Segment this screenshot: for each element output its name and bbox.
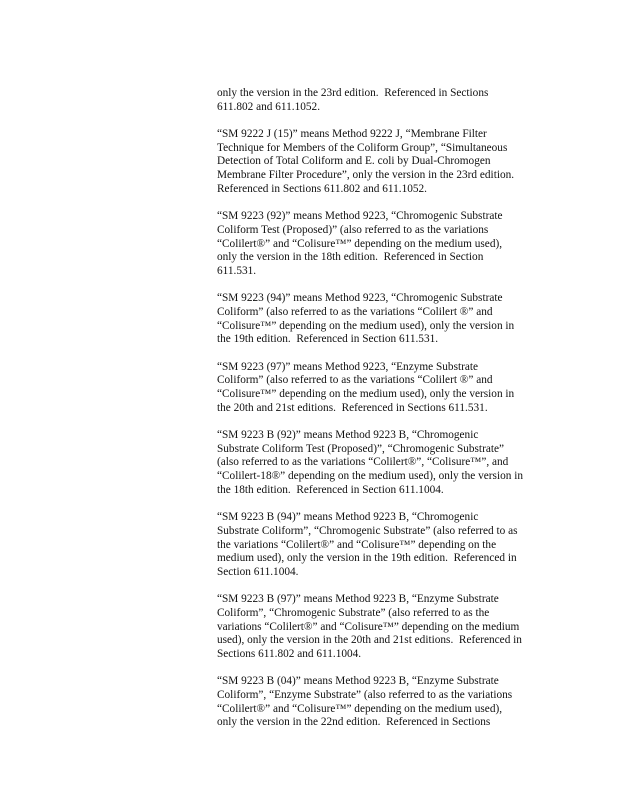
text-line: “SM 9223 B (94)” means Method 9223 B, “Chromogenic [217,511,479,524]
text-line: Coliform Test (Proposed)” (also referred to as the variations [217,223,489,236]
text-line: Membrane Filter Procedure”, only the version in the 23rd edition. [217,169,515,182]
text-line: only the version in the 22nd edition. Referenced in Sections [217,716,491,729]
text-line: Coliform”, “Chromogenic Substrate” (also referred to as the [217,606,490,619]
text-line: Technique for Members of the Coliform Group”, “Simultaneous [217,141,508,154]
text-line: Coliform” (also referred to as the variations “Colilert ®” and [217,374,493,387]
text-line: the 18th edition. Referenced in Section 611.1004. [217,483,444,496]
paragraph-sm-9223-b-94 [217,511,543,580]
text-line: Section 611.1004. [217,565,299,578]
text-line: only the version in the 23rd edition. Referenced in Sections [217,87,489,99]
text-line: only the version in the 18th edition. Referenced in Section [217,251,484,264]
text-line: “SM 9223 B (92)” means Method 9223 B, “Chromogenic [217,429,479,442]
text-line: “SM 9223 (94)” means Method 9223, “Chromogenic Substrate [217,292,503,305]
paragraph-sm-9222-j-15 [217,128,543,197]
text-line: “Colisure™” depending on the medium used), only the version in [217,319,515,332]
paragraph-sm-9223-b-04 [217,675,543,730]
text-line: “SM 9223 B (97)” means Method 9223 B, “Enzyme Substrate [217,593,499,606]
text-line: “Colilert-18®” depending on the medium used), only the version in [217,470,524,483]
text-line: Substrate Coliform Test (Proposed)”, “Chromogenic Substrate” [217,442,505,455]
paragraph-sm-9223-92 [217,210,543,279]
text-line: medium used), only the version in the 19th edition. Referenced in [217,552,517,565]
text-line: “SM 9223 B (04)” means Method 9223 B, “Enzyme Substrate [217,675,499,688]
paragraph-sm-9223-b-92 [217,429,543,498]
text-line: the variations “Colilert®” and “Colisure™” depending on the [217,538,497,551]
text-line: “SM 9223 (92)” means Method 9223, “Chromogenic Substrate [217,210,503,223]
text-line: Substrate Coliform”, “Chromogenic Substrate” (also referred to as [217,524,518,537]
text-line: 611.531. [217,264,257,277]
text-line: “SM 9222 J (15)” means Method 9222 J, “Membrane Filter [217,128,487,140]
paragraph-sm-9223-97 [217,361,543,416]
text-line: “Colilert®” and “Colisure™” depending on the medium used), [217,237,503,250]
page-body-text [217,87,543,744]
paragraph-sm-9223-94 [217,292,543,347]
text-line: “Colilert®” and “Colisure™” depending on the medium used), [217,702,503,715]
text-line: Detection of Total Coliform and E. coli by Dual-Chromogen [217,155,491,168]
text-line: the 19th edition. Referenced in Section 611.531. [217,333,439,346]
text-line: the 20th and 21st editions. Referenced in Sections 611.531. [217,401,488,414]
text-line: “SM 9223 (97)” means Method 9223, “Enzyme Substrate [217,360,479,373]
paragraph-sm-9223-b-97 [217,593,543,662]
text-line: used), only the version in the 20th and 21st editions. Referenced in [217,634,522,647]
text-line: Referenced in Sections 611.802 and 611.1052. [217,182,427,195]
paragraph-continued-sm-9222-i [217,87,543,114]
text-line: (also referred to as the variations “Colilert®”, “Colisure™”, and [217,456,509,469]
text-line: variations “Colilert®” and “Colisure™” depending on the medium [217,620,520,633]
text-line: 611.802 and 611.1052. [217,100,321,113]
text-line: “Colisure™” depending on the medium used), only the version in [217,388,515,401]
text-line: Sections 611.802 and 611.1004. [217,648,362,661]
text-line: Coliform” (also referred to as the variations “Colilert ®” and [217,305,493,318]
text-line: Coliform”, “Enzyme Substrate” (also referred to as the variations [217,689,513,702]
